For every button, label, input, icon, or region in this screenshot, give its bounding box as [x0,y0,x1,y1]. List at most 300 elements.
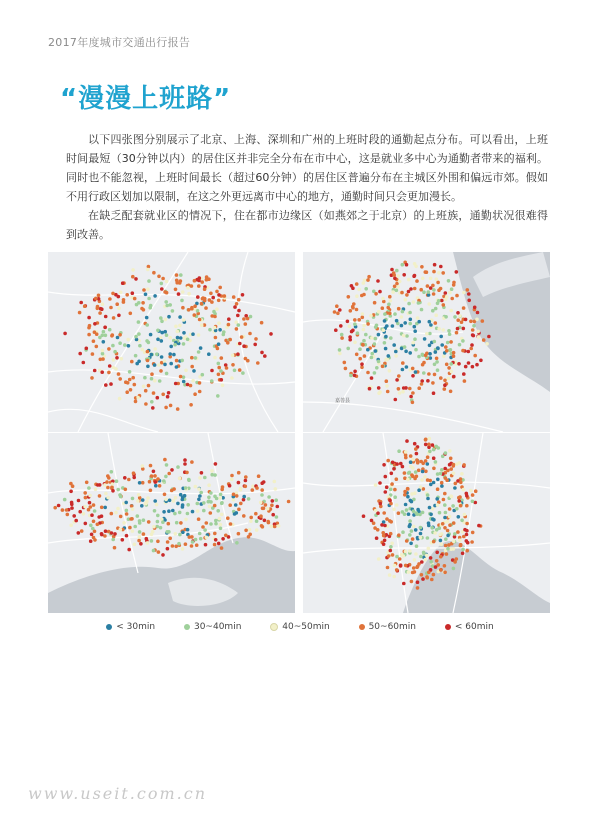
map-dot [208,505,212,509]
map-dot [430,578,434,582]
map-dot [191,379,195,383]
map-dot [98,336,102,340]
map-dot [428,320,432,324]
map-dot [335,304,339,308]
map-dot [443,383,447,387]
map-dot [453,532,457,536]
map-dot [112,316,116,320]
legend-item-2 [184,622,241,632]
map-dot [448,332,452,336]
map-dot [186,503,190,507]
map-dot [400,324,404,328]
map-dot [88,494,92,498]
map-dot [403,493,407,497]
map-dot [158,379,162,383]
map-dot [343,361,347,365]
map-dot [352,302,356,306]
map-dot [389,299,393,303]
map-dot [401,510,405,514]
map-dot [388,295,392,299]
map-dot [420,265,424,269]
map-dot [467,299,471,303]
map-dot [395,568,399,572]
map-dot [82,361,86,365]
map-dot [461,349,465,353]
map-dot [157,550,161,554]
map-dot [393,312,397,316]
map-dot [200,471,204,475]
map-dot [198,318,202,322]
map-dot [448,515,452,519]
map-dot [235,541,239,545]
map-dot [404,450,408,454]
map-dot [214,522,218,526]
map-dot [141,464,145,468]
legend-label-5: < 60min [454,622,494,632]
map-dot [429,483,433,487]
map-dot [458,495,462,499]
map-dot [411,367,415,371]
map-dot [94,297,98,301]
map-dot [190,535,194,539]
map-dot [439,555,443,559]
map-dot [477,335,481,339]
map-dot [176,502,180,506]
map-dot [411,341,415,345]
map-dot [450,287,454,291]
map-dot [428,437,432,441]
map-dot [452,351,456,355]
map-dot [174,382,178,386]
map-dot [88,324,92,328]
map-dot [174,496,178,500]
map-dot [448,291,452,295]
map-dot [69,490,73,494]
map-dot [213,543,217,547]
map-dot [401,368,405,372]
map-dot [237,471,241,475]
map-dot [416,508,420,512]
map-dot [198,390,202,394]
map-dot [210,369,214,373]
map-dot [433,373,437,377]
map-dot [92,339,96,343]
map-dot [274,498,278,502]
map-dot [465,494,469,498]
map-dot [363,279,367,283]
map-dot [427,302,431,306]
map-dot [156,514,160,518]
map-dot [439,472,443,476]
map-dot [223,294,227,298]
map-dot [428,450,432,454]
map-dot [458,538,462,542]
map-dot [222,330,226,334]
map-dot [69,523,73,527]
map-dot [129,312,133,316]
map-dot [407,512,411,516]
map-dot [131,376,135,380]
map-dot [351,306,355,310]
map-dot [423,558,427,562]
map-dot [460,519,464,523]
map-dot [244,485,248,489]
map-dot [134,335,138,339]
map-dot [221,537,225,541]
map-dot [103,326,107,330]
map-dot [91,527,95,531]
map-dot [358,357,362,361]
map-dot [110,512,114,516]
map-dot [451,504,455,508]
map-dot [338,308,342,312]
map-dot [384,347,388,351]
map-dot [452,354,456,358]
map-dot [104,334,108,338]
map-dot [376,279,380,283]
map-dot [377,333,381,337]
map-dot [184,486,188,490]
map-dot [159,316,163,320]
map-dot [382,511,386,515]
map-dot [113,532,117,536]
map-dot [364,287,368,291]
map-dot [340,336,344,340]
map-dot [177,542,181,546]
map-dot [145,339,149,343]
map-dot [413,325,417,329]
map-dot [412,525,416,529]
map-dot [241,293,245,297]
map-dot [114,511,118,515]
map-dot [156,477,160,481]
map-dot [142,532,146,536]
map-dot [375,536,379,540]
map-dot [383,341,387,345]
map-dot [434,307,438,311]
map-dot [213,356,217,360]
map-dot [452,375,456,379]
map-beijing-canvas [48,252,295,432]
map-dot [96,523,100,527]
map-dot [427,443,431,447]
map-dot [233,369,237,373]
map-dot [392,467,396,471]
map-dot [472,334,476,338]
map-dot [209,511,213,515]
map-dot [389,520,393,524]
map-dot [118,397,122,401]
map-dot [167,509,171,513]
map-dot [426,462,430,466]
map-dot [363,354,367,358]
map-dot [370,356,374,360]
map-dot [256,361,260,365]
map-dot [432,467,436,471]
map-dot [375,366,379,370]
map-dot [98,311,102,315]
map-dot [150,539,154,543]
map-dot [443,379,447,383]
map-dot [130,504,134,508]
map-dot [405,508,409,512]
map-dot [230,478,234,482]
map-dot [432,292,436,296]
map-dot [399,563,403,567]
map-dot [181,290,185,294]
map-dot [110,334,114,338]
map-dot [148,480,152,484]
map-dot [164,498,168,502]
map-dot [388,369,392,373]
map-dot [170,468,174,472]
map-dot [184,518,188,522]
map-dot [237,508,241,512]
map-dot [394,398,398,402]
map-dot [142,518,146,522]
map-dot [426,284,430,288]
map-dot [420,478,424,482]
map-dot [235,327,239,331]
map-dot [163,330,167,334]
map-dot [217,299,221,303]
map-dot [217,321,221,325]
map-dot [413,337,417,341]
map-dot [396,285,400,289]
map-dot [113,350,117,354]
map-dot [203,476,207,480]
map-dot [187,478,191,482]
map-dot [242,344,246,348]
map-dot [219,369,223,373]
map-dot [154,480,158,484]
map-dot [422,290,426,294]
map-shanghai-label-jiashan: 嘉善县 [335,398,351,404]
map-dot [356,331,360,335]
map-dot [264,503,268,507]
map-dot [440,299,444,303]
map-dot [429,560,433,564]
map-dot [441,455,445,459]
map-dot [403,345,407,349]
map-dot [400,315,404,319]
map-dot [178,477,182,481]
map-dot [115,356,119,360]
map-dot [431,507,435,511]
map-dot [196,509,200,513]
map-dot [160,320,164,324]
map-dot [207,500,211,504]
map-dot [377,360,381,364]
map-dot [420,560,424,564]
map-dot [408,387,412,391]
map-dot [428,352,432,356]
map-dot [460,472,464,476]
map-dot [138,481,142,485]
map-dot [412,566,416,570]
map-dot [449,362,453,366]
map-dot [466,288,470,292]
map-dot [417,488,421,492]
map-dot [364,333,368,337]
map-dot [406,487,410,491]
map-dot [210,379,214,383]
map-dot [413,570,417,574]
map-dot [136,396,140,400]
map-dot [467,350,471,354]
map-dot [254,337,258,341]
map-dot [218,328,222,332]
map-dot [445,295,449,299]
map-beijing [48,252,295,432]
map-dot [423,475,427,479]
map-dot [182,318,186,322]
map-dot [421,577,425,581]
map-dot [444,315,448,319]
map-dot [404,350,408,354]
map-dot [428,332,432,336]
map-dot [71,484,75,488]
map-dot [446,341,450,345]
map-dot [163,458,167,462]
map-dot [182,342,186,346]
map-dot [254,512,258,516]
map-dot [168,499,172,503]
map-dot [216,394,220,398]
map-dot [133,525,137,529]
map-dot [436,503,440,507]
map-dot [198,532,202,536]
map-dot [145,316,149,320]
map-dot [198,476,202,480]
map-dot [415,279,419,283]
map-dot [408,322,412,326]
map-dot [244,529,248,533]
map-dot [407,570,411,574]
map-dot [442,354,446,358]
map-dot [232,493,236,497]
map-dot [211,296,215,300]
legend-dot-1 [106,624,112,630]
map-dot [168,352,172,356]
map-dot [442,498,446,502]
map-dot [149,489,153,493]
map-dot [487,335,491,339]
map-dot [152,549,156,553]
map-dot [414,348,418,352]
map-dot [203,287,207,291]
map-dot [159,369,163,373]
map-dot [199,537,203,541]
map-dot [234,503,238,507]
map-dot [220,501,224,505]
map-dot [355,308,359,312]
map-dot [460,320,464,324]
map-dot [362,514,366,518]
map-dot [340,333,344,337]
map-dot [431,381,435,385]
legend-label-1: < 30min [116,622,156,632]
map-dot [147,297,151,301]
map-dot [179,375,183,379]
map-dot [471,493,475,497]
map-dot [382,542,386,546]
map-dot [129,388,133,392]
map-dot [61,508,65,512]
map-dot [366,348,370,352]
map-dot [179,336,183,340]
map-dot [95,345,99,349]
map-dot [449,494,453,498]
map-dot [83,505,87,509]
map-dot [118,333,122,337]
map-dot [127,548,131,552]
map-dot [87,316,91,320]
map-dot [415,544,419,548]
map-dot [244,322,248,326]
map-dot [404,456,408,460]
map-dot [403,321,407,325]
map-dot [179,521,183,525]
map-dot [112,358,116,362]
map-dot [383,524,387,528]
map-dot [403,471,407,475]
map-dot [255,519,259,523]
map-dot [277,524,281,528]
map-dot [133,297,137,301]
legend-item-5 [445,622,494,632]
map-dot [217,366,221,370]
map-dot [156,540,160,544]
map-dot [410,492,414,496]
map-dot [220,378,224,382]
map-dot [429,277,433,281]
map-dot [205,521,209,525]
map-dot [405,365,409,369]
map-dot [219,527,223,531]
map-dot [233,512,237,516]
map-dot [271,499,275,503]
map-dot [131,268,135,272]
map-dot [429,323,433,327]
map-dot [165,304,169,308]
map-dot [259,514,263,518]
map-dot [427,571,431,575]
map-dot [405,293,409,297]
map-dot [395,462,399,466]
map-dot [383,312,387,316]
map-dot [397,274,401,278]
map-dot [421,277,425,281]
map-dot [412,509,416,513]
map-dot [125,293,129,297]
map-dot [110,470,114,474]
map-dot [78,311,82,315]
map-dot [166,395,170,399]
map-dot [444,291,448,295]
map-dot [446,547,450,551]
map-dot [373,371,377,375]
map-dot [415,565,419,569]
map-dot [186,286,190,290]
map-dot [437,299,441,303]
map-dot [213,473,217,477]
map-dot [78,352,82,356]
map-dot [377,557,381,561]
map-dot [434,565,438,569]
map-dot [346,320,350,324]
map-dot [237,323,241,327]
